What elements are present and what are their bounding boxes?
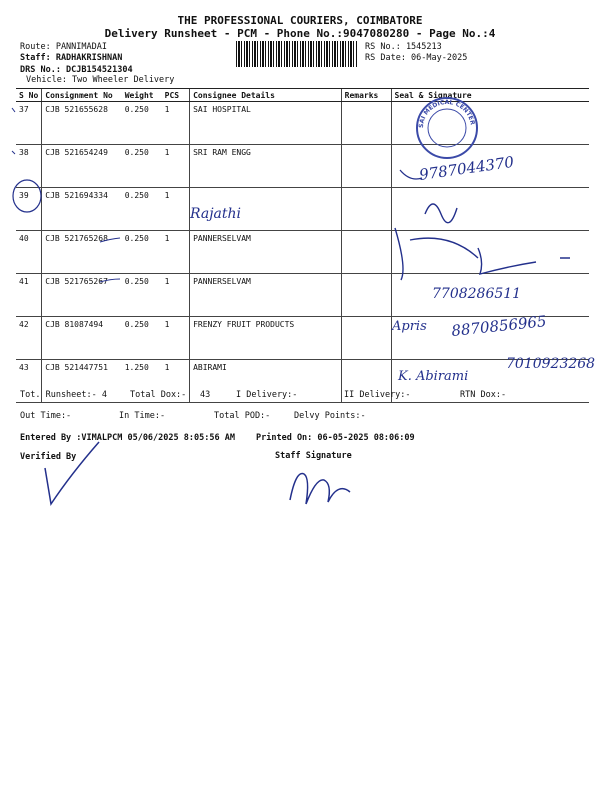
row-remarks <box>341 231 391 274</box>
col-seal-signature: Seal & Signature <box>391 89 589 102</box>
total-pod: Total POD:- <box>214 411 271 421</box>
row-sno: 42 <box>16 317 42 360</box>
runsheet-title: Delivery Runsheet - PCM - Phone No.:9047080280 - Page No.:4 <box>104 27 496 40</box>
row-weight: 0.250 <box>122 231 162 274</box>
phone-handwritten-42: 8870856965 <box>450 312 548 340</box>
row-consignment: CJB 521694334 <box>42 188 122 231</box>
row-seal <box>391 145 589 188</box>
total-runsheet: Tot. Runsheet:- 4 <box>20 390 107 400</box>
row-seal <box>391 231 589 274</box>
barcode <box>236 41 358 67</box>
row-sno: 40 <box>16 231 42 274</box>
row-consignment: CJB 521765267 <box>42 274 122 317</box>
col-sno: S No <box>16 89 42 102</box>
staff-label: Staff: RADHAKRISHNAN <box>20 53 123 63</box>
row-remarks <box>341 188 391 231</box>
handwritten-name-39: Rajathi <box>190 206 242 222</box>
row-remarks <box>341 274 391 317</box>
row-consignee: SRI RAM ENGG <box>190 145 342 188</box>
row-pcs: 1 <box>162 145 190 188</box>
row-seal <box>391 188 589 231</box>
row-consignee: SAI HOSPITAL <box>190 102 342 145</box>
row-remarks <box>341 145 391 188</box>
company-title: THE PROFESSIONAL COURIERS, COIMBATORE <box>177 14 423 27</box>
handwritten-name-43: K. Abirami <box>398 369 469 384</box>
row-consignee: PANNERSELVAM <box>190 274 342 317</box>
row-pcs: 1 <box>162 360 190 403</box>
rtn-dox: RTN Dox:- <box>460 390 507 400</box>
row-weight: 0.250 <box>122 145 162 188</box>
row-sno: 41 <box>16 274 42 317</box>
col-consignment: Consignment No <box>42 89 122 102</box>
total-dox-label: Total Dox:- <box>130 390 187 400</box>
col-weight: Weight <box>122 89 162 102</box>
in-time: In Time:- <box>119 411 166 421</box>
col-pcs: PCS <box>162 89 190 102</box>
row-consignment: CJB 521655628 <box>42 102 122 145</box>
row-consignment: CJB 521765268 <box>42 231 122 274</box>
phone-handwritten-41: 7708286511 <box>432 286 522 302</box>
table-row <box>16 274 589 317</box>
out-time: Out Time:- <box>20 411 72 421</box>
tick-mark <box>12 108 15 112</box>
row-pcs: 1 <box>162 102 190 145</box>
row-weight: 1.250 <box>122 360 162 403</box>
row-consignee: ABIRAMI <box>190 360 342 403</box>
row-consignment: CJB 521447751 <box>42 360 122 403</box>
row-weight: 0.250 <box>122 274 162 317</box>
row-pcs: 1 <box>162 274 190 317</box>
table-row <box>16 317 589 360</box>
rs-number: RS No.: 1545213 <box>365 42 442 52</box>
phone-handwritten-43: 7010923268 <box>506 356 596 372</box>
phone-handwritten-38: 9787044370 <box>418 152 516 184</box>
table-row <box>16 102 589 145</box>
entered-by: Entered By :VIMALPCM 05/06/2025 8:05:56 AM <box>20 433 235 443</box>
row-remarks <box>341 317 391 360</box>
col-consignee: Consignee Details <box>190 89 342 102</box>
rs-date: RS Date: 06-May-2025 <box>365 53 468 63</box>
tick-mark <box>12 151 15 154</box>
table-row <box>16 188 589 231</box>
row-weight: 0.250 <box>122 317 162 360</box>
row-pcs: 1 <box>162 317 190 360</box>
row-sno: 43 <box>16 360 42 403</box>
runsheet-table <box>16 88 589 403</box>
row-sno: 39 <box>16 188 42 231</box>
verified-by-label: Verified By <box>20 452 77 462</box>
delvy-points: Delvy Points:- <box>294 411 366 421</box>
handwritten-name-42: Apris <box>392 319 427 334</box>
table-row <box>16 231 589 274</box>
row-seal <box>391 274 589 317</box>
row-consignment: CJB 521654249 <box>42 145 122 188</box>
drs-label: DRS No.: DCJB154521304 <box>20 65 133 75</box>
table-header <box>16 89 589 102</box>
row-consignment: CJB 81087494 <box>42 317 122 360</box>
i-delivery: I Delivery:- <box>236 390 298 400</box>
row-seal <box>391 102 589 145</box>
row-pcs: 1 <box>162 231 190 274</box>
row-weight: 0.250 <box>122 188 162 231</box>
row-consignee: FRENZY FRUIT PRODUCTS <box>190 317 342 360</box>
staff-signature-label: Staff Signature <box>275 451 352 461</box>
row-sno: 37 <box>16 102 42 145</box>
row-seal <box>391 317 589 360</box>
route-label: Route: PANNIMADAI <box>20 42 107 52</box>
row-sno: 38 <box>16 145 42 188</box>
vehicle-label: Vehicle: Two Wheeler Delivery <box>26 75 175 85</box>
row-remarks <box>341 102 391 145</box>
col-remarks: Remarks <box>341 89 391 102</box>
row-consignee <box>190 188 342 231</box>
staff-signature-mark <box>290 474 350 504</box>
row-pcs: 1 <box>162 188 190 231</box>
printed-on: Printed On: 06-05-2025 08:06:09 <box>256 433 415 443</box>
ii-delivery: II Delivery:- <box>344 390 411 400</box>
stamp-text: SAI MEDICAL CENTER <box>417 98 476 129</box>
row-weight: 0.250 <box>122 102 162 145</box>
table-row <box>16 145 589 188</box>
total-dox-value: 43 <box>200 390 211 400</box>
row-consignee: PANNERSELVAM <box>190 231 342 274</box>
